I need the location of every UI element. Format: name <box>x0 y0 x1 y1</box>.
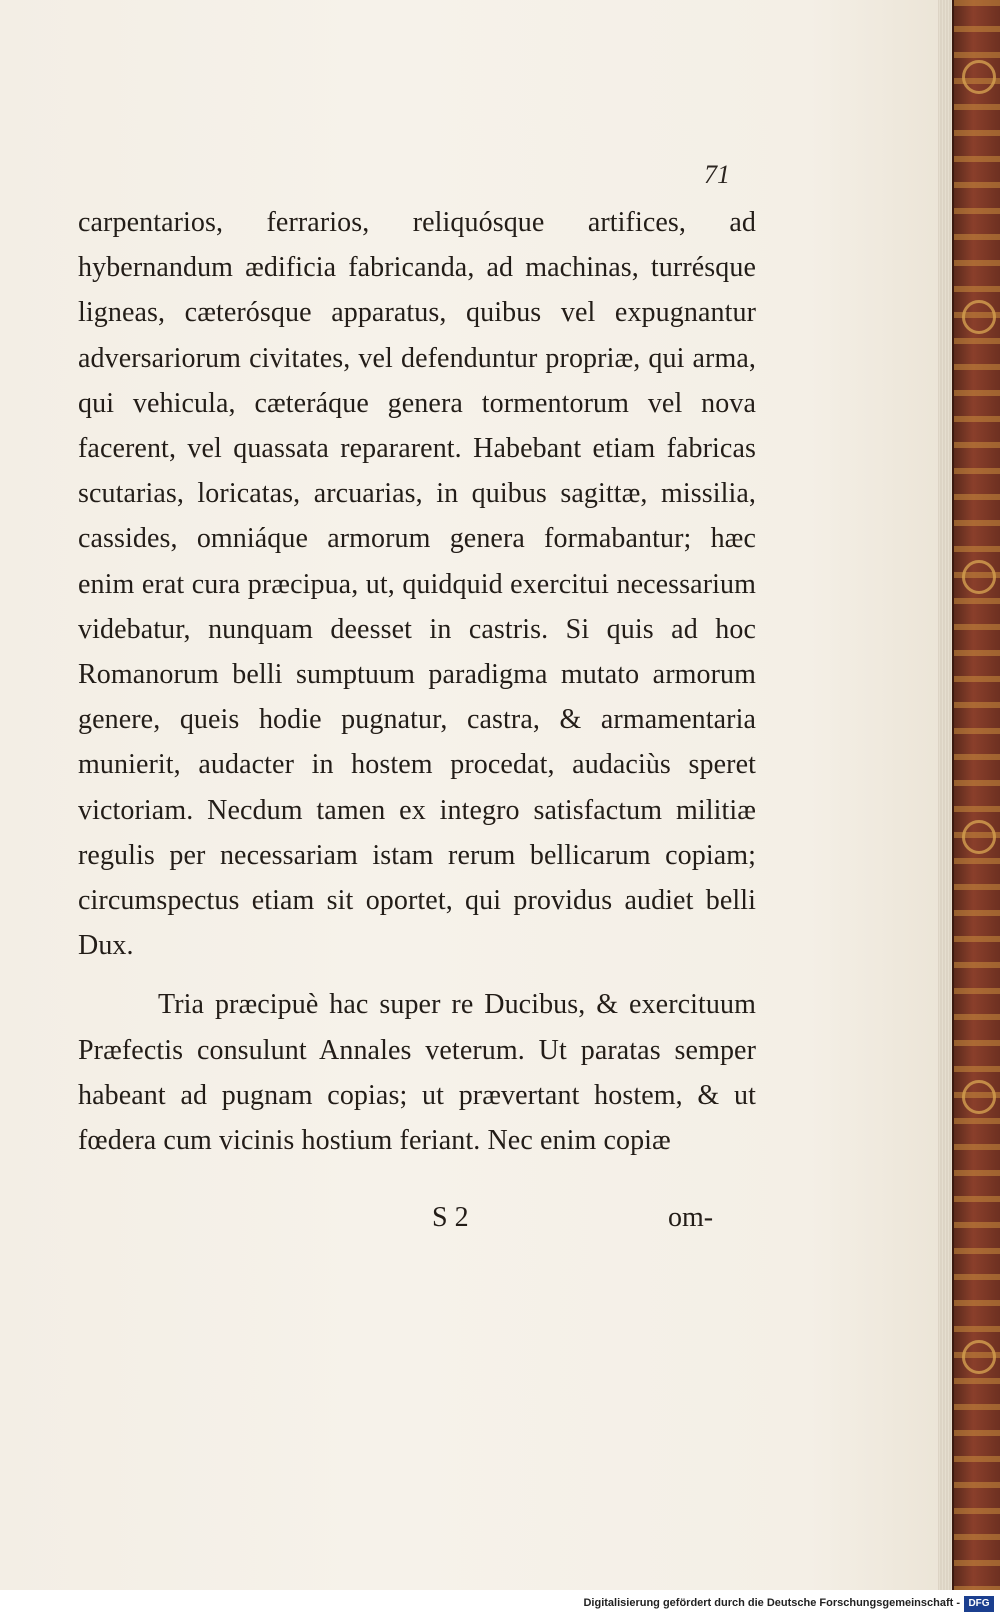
catchword: om- <box>668 1202 714 1233</box>
signature-mark: S 2 <box>432 1202 469 1233</box>
spine-ornament-icon <box>962 1340 996 1374</box>
body-text <box>78 200 756 1163</box>
spine-ornament-icon <box>962 820 996 854</box>
dfg-logo-icon: DFG <box>964 1596 994 1612</box>
paragraph: carpentarios, ferrarios, reliquósque artifices, ad hybernandum ædificia fabricanda, ad machinas, turrésque ligneas, cæterósque apparatus, quibus vel expugnantur adversariorum civitates, vel defenduntur propriæ, qui arma, qui vehicula, cæteráque genera tormentorum vel nova facerent, vel quassata repararent. Habebant etiam fabricas scutarias, loricatas, arcuarias, in quibus sagittæ, missilia, cassides, omniáque armorum genera formabantur; hæc enim erat cura præcipua, ut, quidquid exercitui necessarium videbatur, nunquam deesset in castris. Si quis ad hoc Romanorum belli sumptuum paradigma mutato armorum genere, queis hodie pugnatur, castra, & armamentaria munierit, audacter in hostem procedat, audaciùs speret victoriam. Necdum tamen ex integro satisfactum militiæ regulis per necessariam istam rerum bellicarum copiam; circumspectus etiam sit oportet, qui providus audiet belli Dux. <box>78 207 756 962</box>
spine-ornament-icon <box>962 300 996 334</box>
paragraph: Tria præcipuè hac super re Ducibus, & exercituum Præfectis consulunt Annales veterum. Ut paratas semper habeant ad pugnam copias; ut prævertant hostem, & ut fœdera cum vicinis hostium feriant. Nec enim copiæ <box>78 989 756 1157</box>
page-edge <box>938 0 952 1590</box>
spine-ornament-icon <box>962 1080 996 1114</box>
digitization-credit: Digitalisierung gefördert durch die Deutsche Forschungsgemeinschaft - <box>583 1597 960 1609</box>
spine-ornament-icon <box>962 560 996 594</box>
spine-ornament-icon <box>962 60 996 94</box>
page-number: 71 <box>704 160 730 189</box>
